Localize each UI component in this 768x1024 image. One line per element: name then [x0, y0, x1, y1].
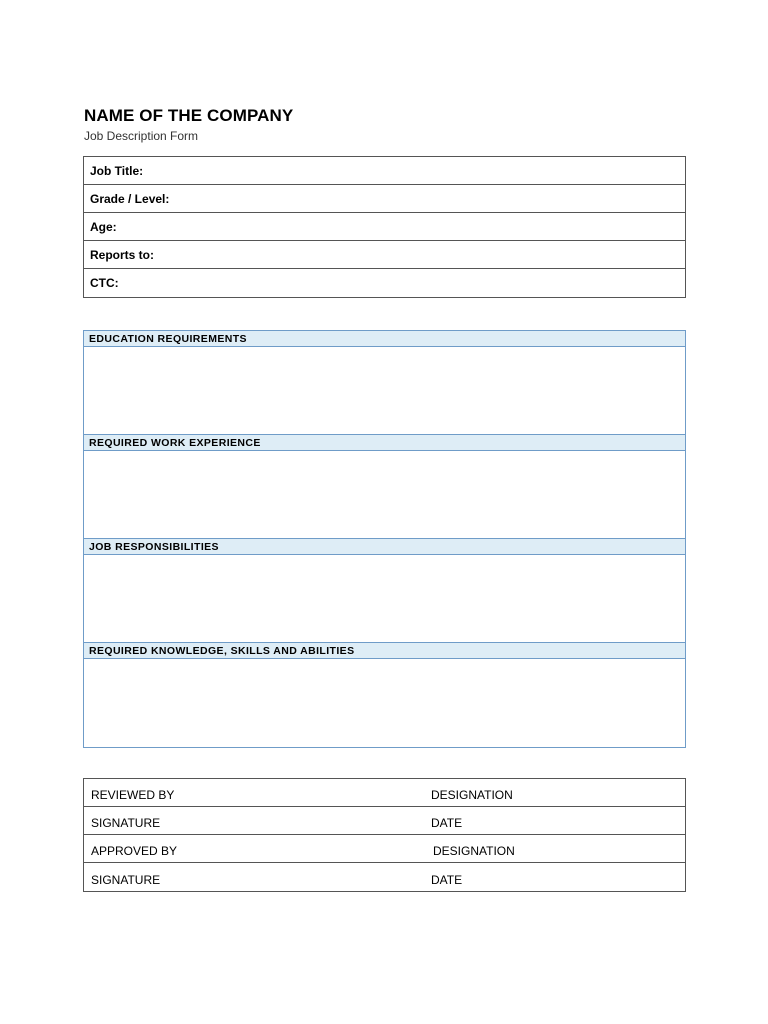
education-requirements-header: [84, 331, 685, 347]
company-name: NAME OF THE COMPANY: [84, 106, 294, 125]
job-responsibilities-header: [84, 539, 685, 555]
approver-designation-label: DESIGNATION: [433, 844, 515, 858]
approver-date-label: DATE: [431, 873, 463, 887]
job-responsibilities-title: JOB RESPONSIBILITIES: [89, 540, 219, 553]
age-row[interactable]: [84, 213, 685, 241]
work-experience-field[interactable]: [84, 451, 685, 539]
job-title-row[interactable]: [84, 157, 685, 185]
review-table: [83, 778, 686, 892]
reviewer-signature-row[interactable]: [84, 807, 685, 835]
reviewer-date-label: DATE: [431, 816, 463, 830]
grade-level-row[interactable]: [84, 185, 685, 213]
education-requirements-title: EDUCATION REQUIREMENTS: [89, 332, 247, 345]
reports-to-row[interactable]: [84, 241, 685, 269]
job-info-table: [83, 156, 686, 298]
reviewed-by-label: REVIEWED BY: [91, 788, 175, 802]
work-experience-header: [84, 435, 685, 451]
ctc-label: CTC:: [90, 276, 119, 290]
reviewer-signature-label: SIGNATURE: [91, 816, 161, 830]
requirements-table: [83, 330, 686, 748]
approver-signature-row[interactable]: [84, 863, 685, 891]
reviewed-by-row[interactable]: [84, 779, 685, 807]
knowledge-skills-field[interactable]: [84, 659, 685, 747]
approved-by-label: APPROVED BY: [91, 844, 178, 858]
work-experience-title: REQUIRED WORK EXPERIENCE: [89, 436, 261, 449]
reviewer-designation-label: DESIGNATION: [431, 788, 513, 802]
approver-signature-label: SIGNATURE: [91, 873, 161, 887]
ctc-row[interactable]: [84, 269, 685, 297]
education-requirements-field[interactable]: [84, 347, 685, 435]
approved-by-row[interactable]: [84, 835, 685, 863]
job-responsibilities-field[interactable]: [84, 555, 685, 643]
knowledge-skills-title: REQUIRED KNOWLEDGE, SKILLS AND ABILITIES: [89, 644, 355, 657]
job-title-label: Job Title:: [90, 163, 144, 178]
grade-level-label: Grade / Level:: [90, 191, 170, 206]
age-label: Age:: [90, 219, 117, 234]
knowledge-skills-header: [84, 643, 685, 659]
form-subtitle: Job Description Form: [84, 129, 199, 143]
reports-to-label: Reports to:: [90, 247, 154, 262]
